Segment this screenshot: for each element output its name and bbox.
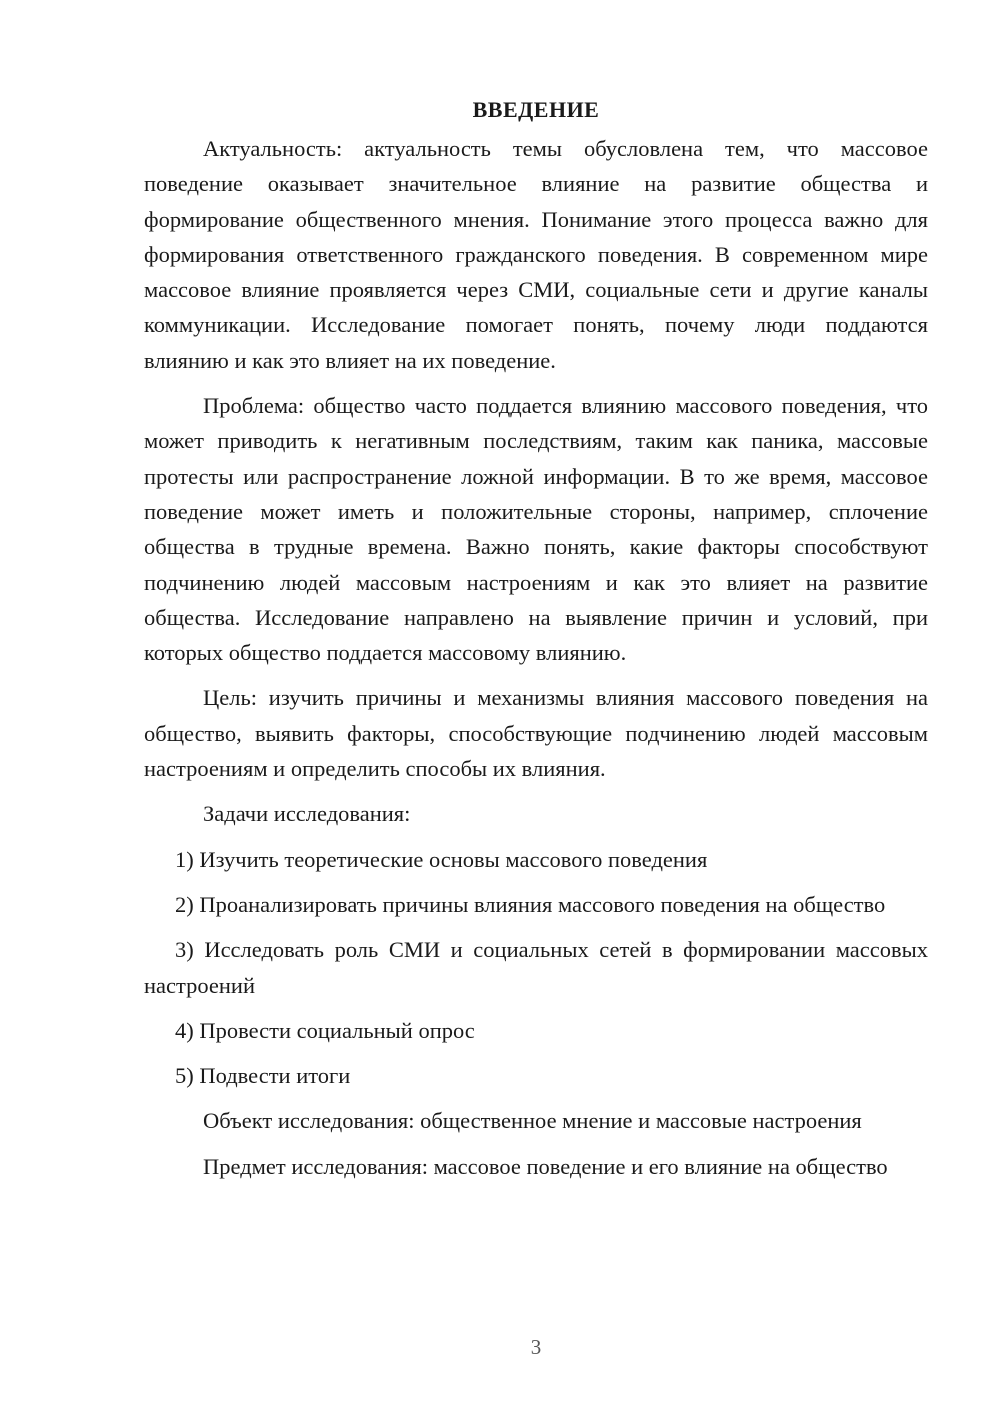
task-item-2: 2) Проанализировать причины влияния массового поведения на общество xyxy=(175,891,886,917)
research-object-paragraph: Объект исследования: общественное мнение и массовые настроения xyxy=(203,1108,862,1134)
document-body xyxy=(144,92,928,1184)
page-heading: ВВЕДЕНИЕ xyxy=(472,97,600,122)
task-item-4: 4) Провести социальный опрос xyxy=(175,1017,475,1043)
problem-paragraph: Проблема: общество часто поддается влиянию массового поведения, что может приводить к негативным последствиям, таким как паника, массовые протесты или распространение ложной информации. В то же время, массовое поведение может иметь и положительные стороны, например, сплочение общества в трудные времена. Важно понять, какие факторы способствуют подчинению людей массовым настроениям и как это влияет на развитие общества. Исследование направлено на выявление причин и условий, при которых общество поддается массовому влиянию. xyxy=(144,393,928,666)
research-subject-paragraph: Предмет исследования: массовое поведение и его влияние на общество xyxy=(203,1153,888,1179)
goal-paragraph: Цель: изучить причины и механизмы влияния массового поведения на общество, выявить факторы, способствующие подчинению людей массовым настроениям и определить способы их влияния. xyxy=(144,685,928,782)
task-item-3: 3) Исследовать роль СМИ и социальных сетей в формировании массовых настроений xyxy=(144,937,928,998)
relevance-paragraph: Актуальность: актуальность темы обусловлена тем, что массовое поведение оказывает значительное влияние на развитие общества и формирование общественного мнения. Понимание этого процесса важно для формирования ответственного гражданского поведения. В современном мире массовое влияние проявляется через СМИ, социальные сети и другие каналы коммуникации. Исследование помогает понять, почему люди поддаются влиянию и как это влияет на их поведение. xyxy=(144,136,928,373)
page-number: 3 xyxy=(530,1335,542,1359)
tasks-list xyxy=(144,842,928,1094)
task-item-1: 1) Изучить теоретические основы массового поведения xyxy=(175,846,708,872)
tasks-intro: Задачи исследования: xyxy=(203,801,411,827)
task-item-5: 5) Подвести итоги xyxy=(175,1063,351,1089)
